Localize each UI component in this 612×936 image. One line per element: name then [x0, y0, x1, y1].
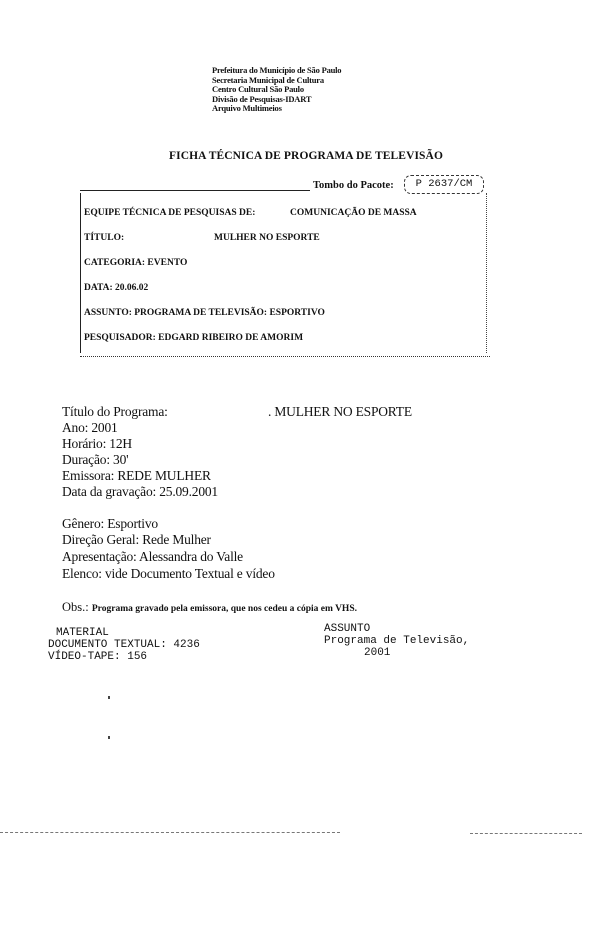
institution-header — [212, 66, 341, 114]
material-header: MATERIAL — [56, 627, 109, 639]
tombo-value: P 2637/CM — [404, 175, 484, 194]
institution-line: Centro Cultural São Paulo — [212, 84, 304, 95]
institution-line: Prefeitura do Município de São Paulo — [212, 65, 342, 75]
program-data-gravacao: Data da gravação: 25.09.2001 — [62, 484, 218, 499]
titulo-value: MULHER NO ESPORTE — [214, 233, 320, 243]
data-row: DATA: 20.06.02 — [84, 283, 149, 293]
program-title-label: Título do Programa: — [62, 404, 168, 419]
scan-speck — [108, 736, 110, 739]
equipe-label: EQUIPE TÉCNICA DE PESQUISAS DE: — [84, 208, 256, 218]
obs-text: Programa gravado pela emissora, que nos cedeu a cópia em VHS. — [91, 604, 357, 614]
technical-box-bottom-border — [80, 356, 490, 357]
material-video-tape: VÍDEO-TAPE: 156 — [48, 651, 148, 663]
program-apresentacao: Apresentação: Alessandra do Valle — [62, 549, 243, 564]
scan-artifact-line — [0, 832, 340, 833]
equipe-value: COMUNICAÇÃO DE MASSA — [290, 208, 417, 218]
institution-line: Secretaria Municipal de Cultura — [212, 74, 324, 85]
obs-line — [62, 600, 357, 615]
program-ano: Ano: 2001 — [62, 420, 118, 435]
program-horario: Horário: 12H — [62, 436, 132, 451]
scan-speck — [108, 696, 110, 699]
assunto-row: ASSUNTO: PROGRAMA DE TELEVISÃO: ESPORTIVO — [84, 308, 325, 318]
categoria-row: CATEGORIA: EVENTO — [84, 258, 188, 268]
program-emissora: Emissora: REDE MULHER — [62, 468, 211, 483]
program-duracao: Duração: 30' — [62, 452, 129, 467]
assunto-line2: 2001 — [364, 647, 391, 659]
program-title-value: . MULHER NO ESPORTE — [268, 404, 412, 419]
scan-artifact-line — [470, 833, 582, 834]
equipe-row — [84, 208, 417, 218]
tombo-label: Tombo do Pacote: — [313, 180, 394, 191]
program-genero: Gênero: Esportivo — [62, 516, 158, 531]
program-elenco: Elenco: vide Documento Textual e vídeo — [62, 566, 275, 581]
document-title: FICHA TÉCNICA DE PROGRAMA DE TELEVISÃO — [169, 150, 443, 162]
tombo-underline — [80, 190, 310, 191]
assunto-line1: Programa de Televisão, — [324, 635, 470, 647]
titulo-label: TÍTULO: — [84, 233, 125, 243]
pesquisador-row: PESQUISADOR: EDGARD RIBEIRO DE AMORIM — [84, 333, 304, 343]
program-direcao: Direção Geral: Rede Mulher — [62, 532, 211, 547]
obs-label: Obs.: — [62, 600, 89, 614]
titulo-row — [84, 233, 320, 243]
institution-line: Divisão de Pesquisas-IDART — [212, 93, 312, 104]
material-doc-textual: DOCUMENTO TEXTUAL: 4236 — [48, 639, 200, 651]
assunto-header: ASSUNTO — [324, 623, 371, 635]
institution-line: Arquivo Multimeios — [212, 103, 282, 114]
